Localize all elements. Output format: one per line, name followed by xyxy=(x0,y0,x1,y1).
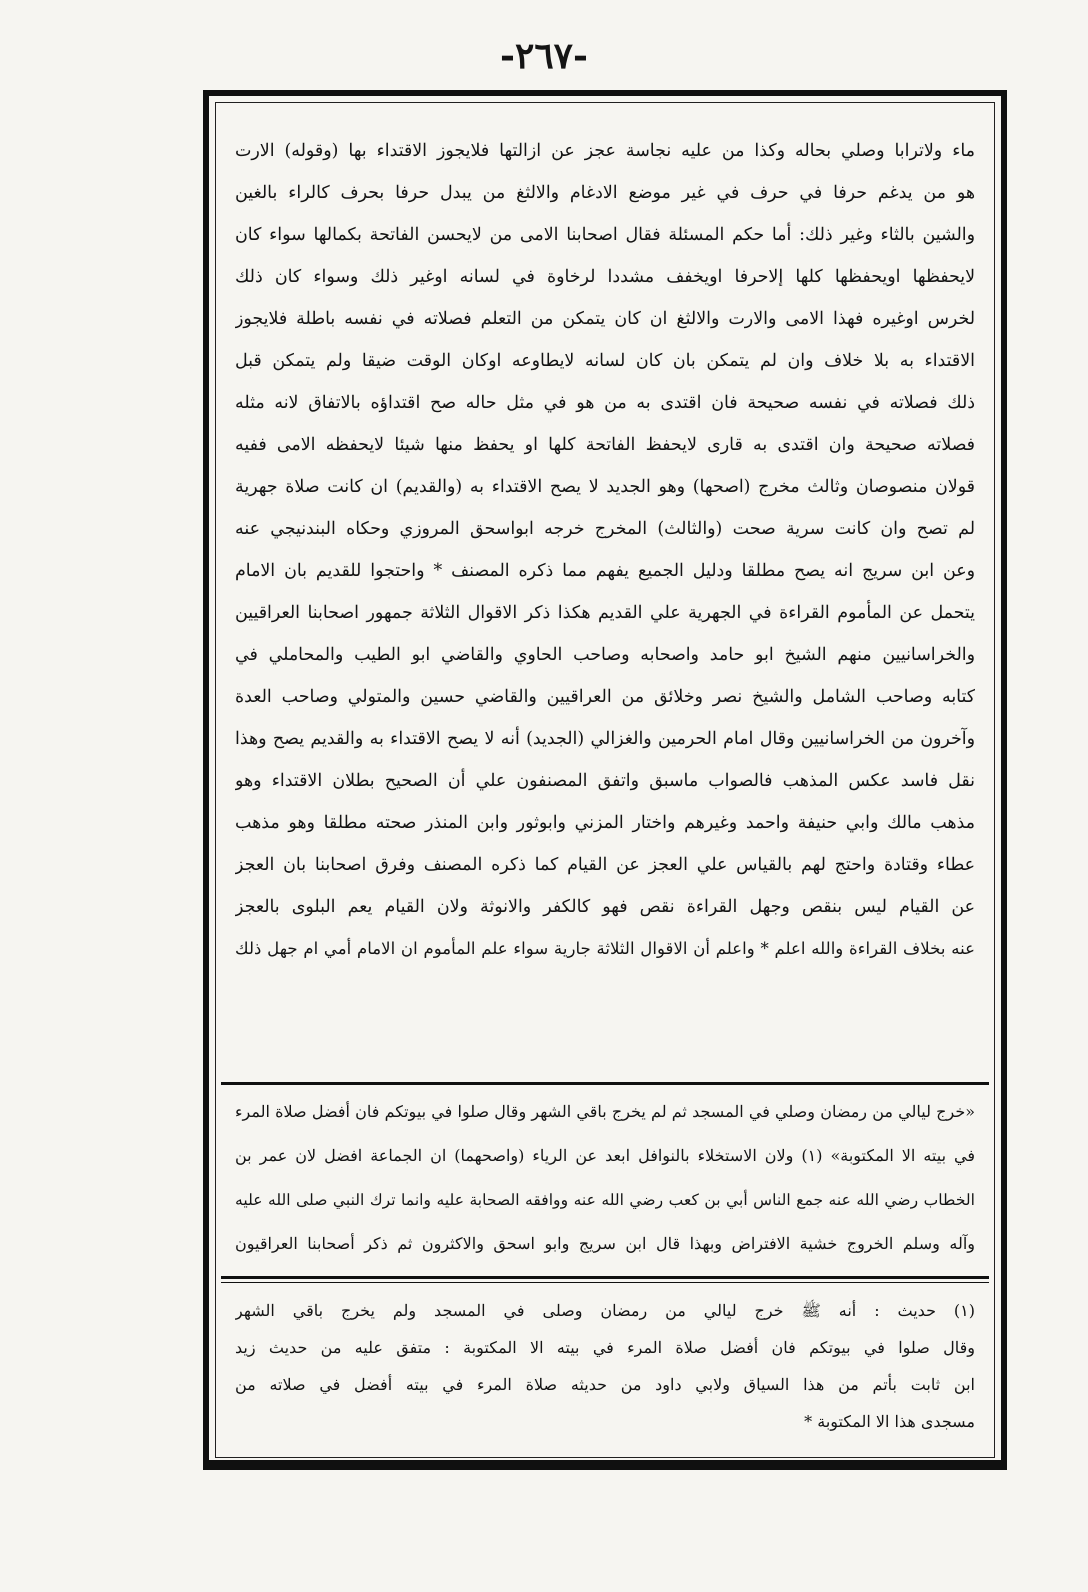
footnote-divider-thin xyxy=(221,1282,989,1283)
hadith-line: في بيته الا المكتوبة» (١) ولان الاستخلاء بالنوافل ابعد عن الرياء (واصحهما) ان الجماعة افضل لان عمر بن xyxy=(235,1146,975,1165)
page-number: -٢٦٧- xyxy=(500,35,588,77)
commentary-line: مذهب مالك وابي حنيفة واحمد وغيرهم واختار المزني وابوثور وابن المنذر صحته مطلقا وهو مذهب xyxy=(235,813,975,833)
commentary-text xyxy=(235,130,975,970)
commentary-line: والخراسانيين منهم الشيخ ابو حامد واصحابه وصاحب الحاوي والقاضي ابو الطيب والمحاملي في xyxy=(235,645,975,665)
commentary-line: عن القيام ليس بنقص وجهل القراءة نقص فهو كالكفر والانوثة ولان القيام يعم البلوى بالعجز xyxy=(235,897,975,917)
commentary-line: عطاء وقتادة واحتج لهم بالقياس علي العجز عن القيام كما ذكره المصنف وفرق اصحابنا بان العجز xyxy=(235,855,975,875)
commentary-line: هو من يدغم حرفا في حرف في غير موضع الادغام والالثغ من يبدل حرفا بحرف كالراء بالغين xyxy=(235,183,975,203)
commentary-line: عنه بخلاف القراءة والله اعلم * واعلم أن الاقوال الثلاثة جارية سواء علم المأموم ان الامام أمي ام جهل ذلك xyxy=(235,939,975,958)
commentary-line: وآخرون من الخراسانيين وقال امام الحرمين والغزالي (الجديد) أنه لا يصح الاقتداء به والقديم يصح وهذا xyxy=(235,729,975,749)
commentary-line: الاقتداء به بلا خلاف وان لم يتمكن بان كان لسانه لايطاوعه اوكان الوقت ضيقا ولم يتمكن قبل xyxy=(235,351,975,371)
commentary-line: والشين بالثاء وغير ذلك: أما حكم المسئلة فقال اصحابنا الامى من لايحسن الفاتحة بكمالها سواء كان xyxy=(235,225,975,245)
commentary-line: لايحفظها اويحفظها كلها إلاحرفا اويخفف مشددا لرخاوة في لسانه اوغير ذلك وسواء كان ذلك xyxy=(235,267,975,287)
commentary-line: فصلاته صحيحة وان اقتدى به قارى لايحفظ الفاتحة كلها او يحفظ منها شيئا لايحفظه الامى ففيه xyxy=(235,435,975,455)
footnote-line: (١) حديث : أنه ﷺ خرج ليالي من رمضان وصلى في المسجد ولم يخرج باقي الشهر xyxy=(235,1301,975,1320)
footnote-line: مسجدى هذا الا المكتوبة * xyxy=(804,1412,975,1431)
commentary-line: ماء ولاترابا وصلي بحاله وكذا من عليه نجاسة عجز عن ازالتها فلايجوز الاقتداء بها (وقوله) الارت xyxy=(235,141,975,161)
hadith-text xyxy=(235,1090,975,1266)
footnote-line: وقال صلوا في بيوتكم فان أفضل صلاة المرء في بيته الا المكتوبة : متفق عليه من حديث زيد xyxy=(235,1338,975,1357)
footnote-line: ابن ثابت بأتم من هذا السياق ولابي داود من حديثه صلاة المرء في بيته أفضل في صلاته من xyxy=(235,1375,975,1394)
commentary-line: لم تصح وان كانت سرية صحت (والثالث) المخرج خرجه ابواسحق المروزي وحكاه البندنيجي عنه xyxy=(235,519,975,539)
commentary-line: لخرس اوغيره فهذا الامى والارت والالثغ ان كان يتمكن من التعلم فصلاته في نفسه باطلة فلايجوز xyxy=(235,309,975,329)
hadith-line: الخطاب رضي الله عنه جمع الناس أبي بن كعب رضي الله عنه ووافقه الصحابة عليه وانما ترك النبي صلى الله عليه xyxy=(235,1191,975,1209)
commentary-line: وعن ابن سريج انه يصح مطلقا ودليل الجميع يفهم مما ذكره المصنف * واحتجوا للقديم بان الامام xyxy=(235,561,975,581)
footnote-text xyxy=(235,1292,975,1440)
hadith-line: «خرج ليالي من رمضان وصلي في المسجد ثم لم يخرج باقي الشهر وقال صلوا في بيوتكم فان أفضل صلاة المرء xyxy=(235,1102,975,1121)
bottom-rule xyxy=(203,1460,1007,1470)
commentary-line: كتابه وصاحب الشامل والشيخ نصر وخلائق من العراقيين والقاضي حسين والمتولي وصاحب العدة xyxy=(235,687,975,707)
commentary-line: قولان منصوصان وثالث مخرج (اصحها) وهو الجديد لا يصح الاقتداء به (والقديم) ان كانت صلاة جهرية xyxy=(235,477,975,497)
footnote-divider xyxy=(221,1276,989,1279)
commentary-line: ذلك فصلاته في نفسه صحيحة فان اقتدى به من هو في مثل حاله صح اقتداؤه بالاتفاق لانه مثله xyxy=(235,393,975,413)
section-divider xyxy=(221,1082,989,1085)
commentary-line: نقل فاسد عكس المذهب فالصواب ماسبق واتفق المصنفون علي أن الصحيح بطلان الاقتداء وهو xyxy=(235,771,975,791)
hadith-line: وآله وسلم الخروج خشية الافتراض وبهذا قال ابن سريج وابو اسحق والاكثرون ثم ذكر أصحابنا العراقيون xyxy=(235,1234,975,1253)
commentary-line: يتحمل عن المأموم القراءة في الجهرية علي القديم هكذا ذكر الاقوال الثلاثة جمهور اصحابنا العراقيين xyxy=(235,603,975,623)
text-frame xyxy=(203,90,1007,1470)
